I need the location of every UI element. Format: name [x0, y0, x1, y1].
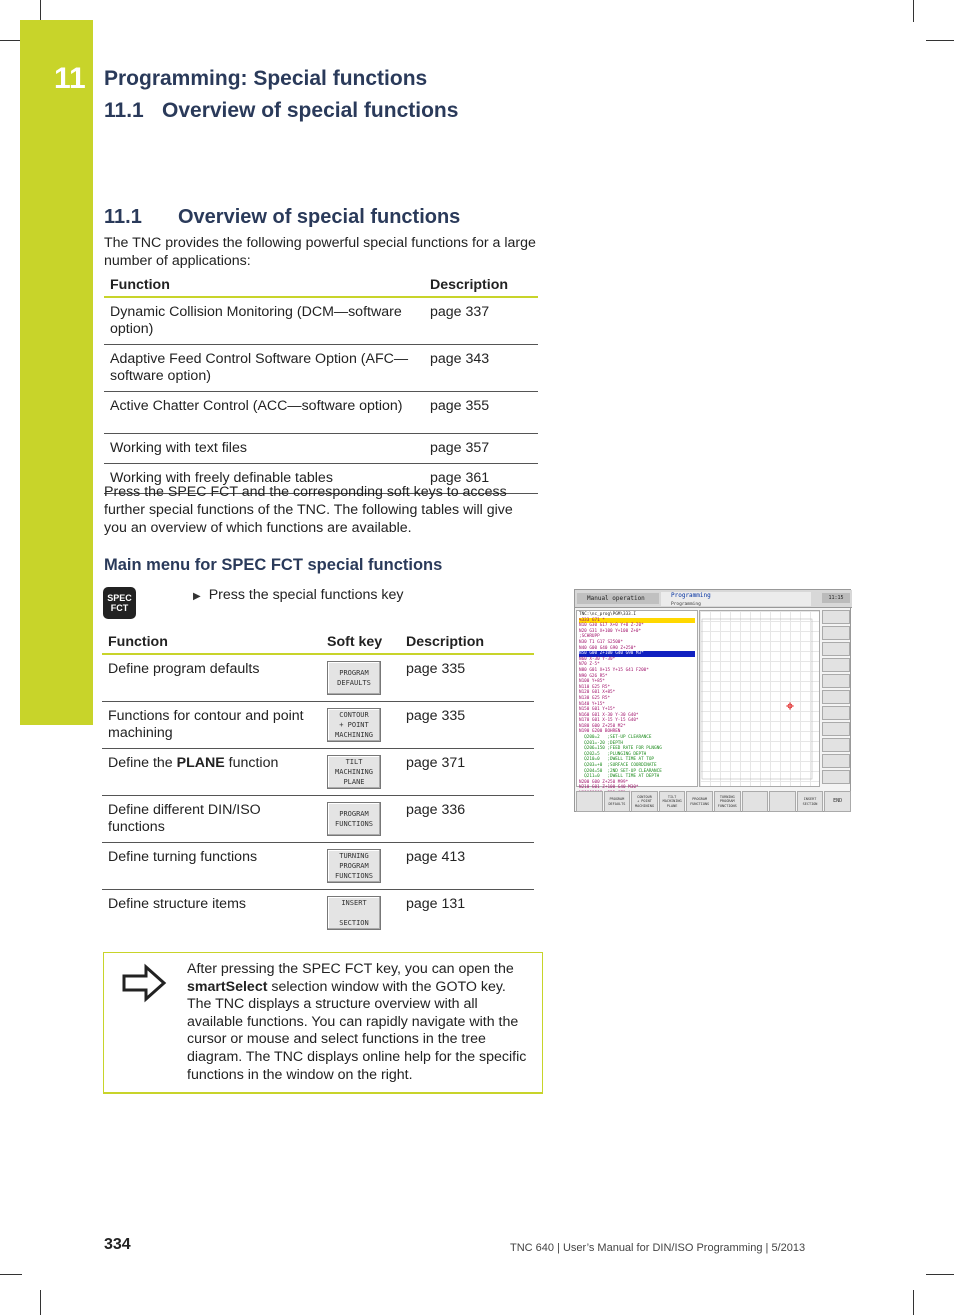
vertical-softkey[interactable]	[822, 690, 850, 704]
crop-mark	[926, 40, 954, 41]
table-row	[102, 890, 534, 937]
vertical-softkey[interactable]	[822, 610, 850, 624]
page-number: 334	[104, 1236, 131, 1253]
program-line[interactable]: Q202=5 ;PLUNGING DEPTH	[579, 751, 647, 757]
page-reference-link[interactable]: page 337	[424, 297, 538, 345]
vertical-softkey[interactable]	[822, 626, 850, 640]
page-reference-link[interactable]: page 361	[424, 464, 538, 494]
graphics-canvas	[700, 611, 821, 788]
instruction-step	[193, 587, 403, 603]
page-reference-link[interactable]: page 413	[400, 843, 534, 890]
softkey[interactable]: TILT MACHINING PLANE	[659, 791, 686, 812]
program-line[interactable]: N20 G31 X+100 Y+100 Z+0*	[579, 628, 642, 634]
function-cell: Dynamic Collision Monitoring (DCM—software option)	[104, 297, 424, 345]
function-cell: Define different DIN/ISO functions	[102, 796, 321, 843]
program-line[interactable]: N140 Y+15*	[579, 701, 605, 707]
crop-mark	[913, 0, 914, 22]
softkey[interactable]: PROGRAM DEFAULTS	[604, 791, 631, 812]
softkey[interactable]: PROGRAM FUNCTIONS	[686, 791, 713, 812]
table-row	[104, 434, 538, 464]
vertical-softkey[interactable]	[822, 642, 850, 656]
softkey[interactable]: CONTOUR + POINT MACHINING	[631, 791, 658, 812]
vertical-softkey[interactable]	[822, 706, 850, 720]
softkey-cell	[321, 890, 400, 937]
table-row	[102, 702, 534, 749]
crop-mark	[0, 1274, 22, 1275]
page-reference-link[interactable]: page 343	[424, 345, 538, 392]
program-line[interactable]: %333 G71 *	[579, 618, 695, 624]
page-reference-link[interactable]: page 336	[400, 796, 534, 843]
crop-mark	[0, 40, 22, 41]
function-cell: Working with freely definable tables	[104, 464, 424, 494]
program-line[interactable]: N80 G01 X+15 Y+15 G41 F200*	[579, 667, 649, 673]
function-cell: Adaptive Feed Control Software Option (AFC—software option)	[104, 345, 424, 392]
softkey[interactable]: TURNING PROGRAM FUNCTIONS	[714, 791, 741, 812]
program-line[interactable]: Q203=+0 ;SURFACE COORDINATE	[579, 763, 657, 769]
program-line[interactable]: N200 G00 Z+250 M99*	[579, 779, 629, 785]
program-line[interactable]: N180 G00 Z+250 M2*	[579, 723, 626, 729]
column-header-function: Function	[104, 277, 424, 297]
intro-paragraph: The TNC provides the following powerful special functions for a large number of applications:	[104, 235, 536, 269]
column-header-softkey: Soft key	[321, 634, 400, 654]
vertical-softkey[interactable]	[822, 674, 850, 688]
spec-fct-key-icon: SPEC FCT	[103, 587, 136, 619]
mode-bar	[575, 590, 852, 608]
note-text: After pressing the SPEC FCT key, you can open the smartSelect selection window with the GOTO key. The TNC displays a structure overview with all available functions. You can rapidly navigate with the cursor or mouse and select functions in the tree diagram. The TNC displays online help for the specific functions in the window on the right.	[187, 961, 527, 1083]
chapter-number: 11	[54, 62, 86, 95]
running-section-header	[104, 99, 458, 123]
running-section-title: Overview of special functions	[162, 99, 459, 122]
program-line[interactable]: N90 G26 R5*	[579, 673, 608, 679]
softkey-end[interactable]: END	[824, 791, 851, 812]
program-line[interactable]: Q211=0 ;DWELL TIME AT DEPTH	[579, 774, 660, 780]
program-line[interactable]: ;SCHRUPP	[579, 634, 600, 640]
program-line[interactable]: N150 G01 Y+15*	[579, 707, 616, 713]
note-box	[103, 952, 543, 1094]
softkey[interactable]	[769, 791, 796, 812]
program-line[interactable]: Q200=2 ;SET-UP CLEARANCE	[579, 735, 652, 741]
program-line[interactable]: N30 T1 G17 S2500*	[579, 639, 623, 645]
crop-mark	[926, 1274, 954, 1275]
crop-mark	[40, 1290, 41, 1315]
vertical-softkey[interactable]	[822, 658, 850, 672]
program-line[interactable]: N190 G200 BOHREN	[579, 729, 621, 735]
page-reference-link[interactable]: page 335	[400, 654, 534, 702]
vertical-softkey[interactable]	[822, 738, 850, 752]
page-reference-link[interactable]: page 335	[400, 702, 534, 749]
function-cell: Functions for contour and point machining	[102, 702, 321, 749]
column-header-description: Description	[424, 277, 538, 297]
program-editor[interactable]	[576, 610, 698, 791]
tnc-screenshot	[574, 589, 851, 812]
program-line[interactable]: N70 Z-5*	[579, 662, 600, 668]
section-title: Overview of special functions	[178, 206, 461, 228]
softkey[interactable]	[576, 791, 603, 812]
triangle-bullet-icon: ▶	[193, 591, 201, 602]
program-line[interactable]: N130 G25 R5*	[579, 695, 611, 701]
chapter-tab	[20, 20, 93, 725]
table-row	[102, 654, 534, 702]
tilt-machining-plane-softkey[interactable]: TILT MACHINING PLANE	[327, 755, 381, 789]
program-line[interactable]: N110 G25 R5*	[579, 684, 611, 690]
special-functions-table	[104, 277, 538, 494]
program-line[interactable]: N160 G01 X-30 Y-30 G40*	[579, 712, 639, 718]
page-reference-link[interactable]: page 357	[424, 434, 538, 464]
softkey[interactable]: INSERT SECTION	[797, 791, 824, 812]
program-line[interactable]: N210 G01 Z+100 G40 M30*	[579, 785, 639, 791]
function-cell: Define turning functions	[102, 843, 321, 890]
program-line[interactable]: TNC:\nc_prog\PGM\333.I	[579, 612, 636, 617]
crop-mark	[913, 1290, 914, 1315]
function-cell: Active Chatter Control (ACC—software option)	[104, 392, 424, 434]
insert-section-softkey[interactable]: INSERT SECTION	[327, 896, 381, 930]
program-functions-softkey[interactable]: PROGRAM FUNCTIONS	[327, 802, 381, 836]
page-reference-link[interactable]: page 131	[406, 896, 466, 912]
program-line[interactable]: N40 G00 G40 G90 Z+250*	[579, 645, 636, 651]
graphics-window	[699, 610, 820, 787]
program-line[interactable]: N120 G01 X+85*	[579, 690, 616, 696]
table-row	[104, 345, 538, 392]
right-arrow-icon	[122, 965, 166, 1001]
softkeys-paragraph: Press the SPEC FCT and the corresponding soft keys to access further special functions of the TNC. The following tables will give you an overview of which functions are available.	[104, 484, 513, 536]
softkey-cell	[321, 843, 400, 890]
function-cell: Working with text files	[104, 434, 424, 464]
softkey-cell	[321, 796, 400, 843]
program-defaults-softkey[interactable]: PROGRAM DEFAULTS	[327, 661, 381, 695]
section-heading	[104, 206, 460, 229]
softkey-row	[576, 791, 851, 812]
table-row	[102, 843, 534, 890]
vertical-softkey[interactable]	[822, 754, 850, 768]
softkey-cell	[321, 702, 400, 749]
softkey-cell	[321, 654, 400, 702]
program-line[interactable]: Q201=-20 ;DEPTH	[579, 740, 623, 746]
programming-mode-tab[interactable]: Programming Programming	[661, 592, 811, 606]
spec-fct-table	[102, 634, 534, 937]
running-section-number: 11.1	[104, 99, 144, 122]
softkey[interactable]	[742, 791, 769, 812]
clock-display: 11:15	[822, 593, 850, 603]
table-row	[104, 297, 538, 345]
column-header-description: Description	[400, 634, 534, 654]
program-line[interactable]: N100 Y+85*	[579, 679, 605, 685]
table-header-row	[104, 277, 538, 297]
subsection-title: Main menu for SPEC FCT special functions	[104, 556, 443, 574]
crop-mark	[40, 0, 41, 22]
section-number: 11.1	[104, 206, 142, 228]
program-line[interactable]: N60 X-30 Y-30*	[579, 656, 616, 662]
table-row	[104, 392, 538, 434]
program-line[interactable]: Q204=50 ;2ND SET-UP CLEARANCE	[579, 768, 662, 774]
program-line[interactable]: N50 G00 Z+100 G40 G90 M3*	[579, 651, 695, 657]
chapter-title: Programming: Special functions	[104, 67, 428, 90]
vertical-softkey[interactable]	[822, 770, 850, 784]
instruction-text: Press the special functions key	[208, 587, 404, 603]
program-line[interactable]: N170 G01 X-15 Y-15 G40*	[579, 718, 639, 724]
table-header-row	[102, 634, 534, 654]
program-line[interactable]: N10 G30 G17 X+0 Y+0 Z-20*	[579, 623, 644, 629]
program-line[interactable]: Q210=0 ;DWELL TIME AT TOP	[579, 757, 655, 763]
function-cell: Define program defaults	[102, 654, 321, 702]
table-row	[102, 796, 534, 843]
machine-mode-tab[interactable]: Manual operation	[577, 593, 659, 604]
table-row	[102, 749, 534, 796]
page-reference-link[interactable]: page 355	[424, 392, 538, 434]
footer-text: TNC 640 | User’s Manual for DIN/ISO Programming | 5/2013	[510, 1242, 806, 1254]
program-line[interactable]: Q206=150 ;FEED RATE FOR PLNGNG	[579, 746, 662, 752]
vertical-softkey[interactable]	[822, 722, 850, 736]
column-header-function: Function	[102, 634, 321, 654]
page-reference-link[interactable]: page 371	[400, 749, 534, 796]
function-cell: Define structure items	[108, 896, 246, 912]
softkey-cell	[321, 749, 400, 796]
contour-point-machining-softkey[interactable]: CONTOUR + POINT MACHINING	[327, 708, 381, 742]
turning-program-functions-softkey[interactable]: TURNING PROGRAM FUNCTIONS	[327, 849, 381, 883]
function-cell: Define the PLANE function	[102, 749, 321, 796]
